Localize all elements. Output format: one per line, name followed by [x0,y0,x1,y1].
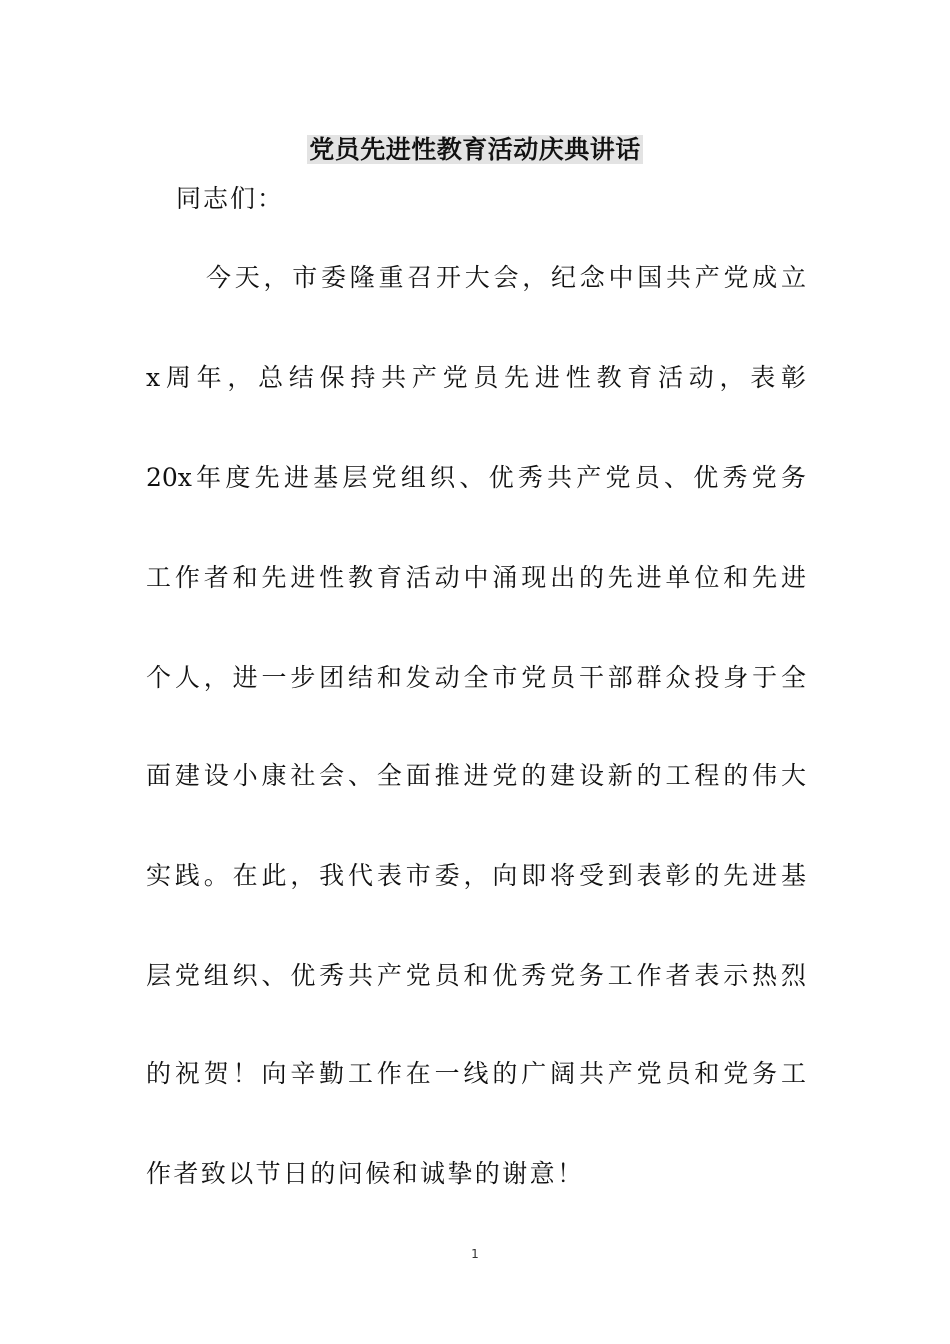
document-title [0,130,950,170]
body-line: 作者致以节日的问候和诚挚的谢意！ [146,1159,585,1188]
body-line: 层党组织、优秀共产党员和优秀党务工作者表示热烈 [146,961,806,990]
body-line: 面建设小康社会、全面推进党的建设新的工程的伟大 [146,761,806,790]
salutation: 同志们： [176,184,285,213]
body-line: 20x年度先进基层党组织、优秀共产党员、优秀党务 [146,463,806,492]
body-line: x周年，总结保持共产党员先进性教育活动，表彰 [146,363,806,392]
page-number: 1 [471,1247,479,1261]
body-line: 工作者和先进性教育活动中涌现出的先进单位和先进 [146,563,806,592]
document-title-text: 党员先进性教育活动庆典讲话 [309,135,641,164]
body-line: 实践。在此，我代表市委，向即将受到表彰的先进基 [146,861,806,890]
body-line: 的祝贺！向辛勤工作在一线的广阔共产党员和党务工 [146,1059,806,1088]
body-line: 个人，进一步团结和发动全市党员干部群众投身于全 [146,663,806,692]
body-line: 今天，市委隆重召开大会，纪念中国共产党成立 [206,263,806,292]
